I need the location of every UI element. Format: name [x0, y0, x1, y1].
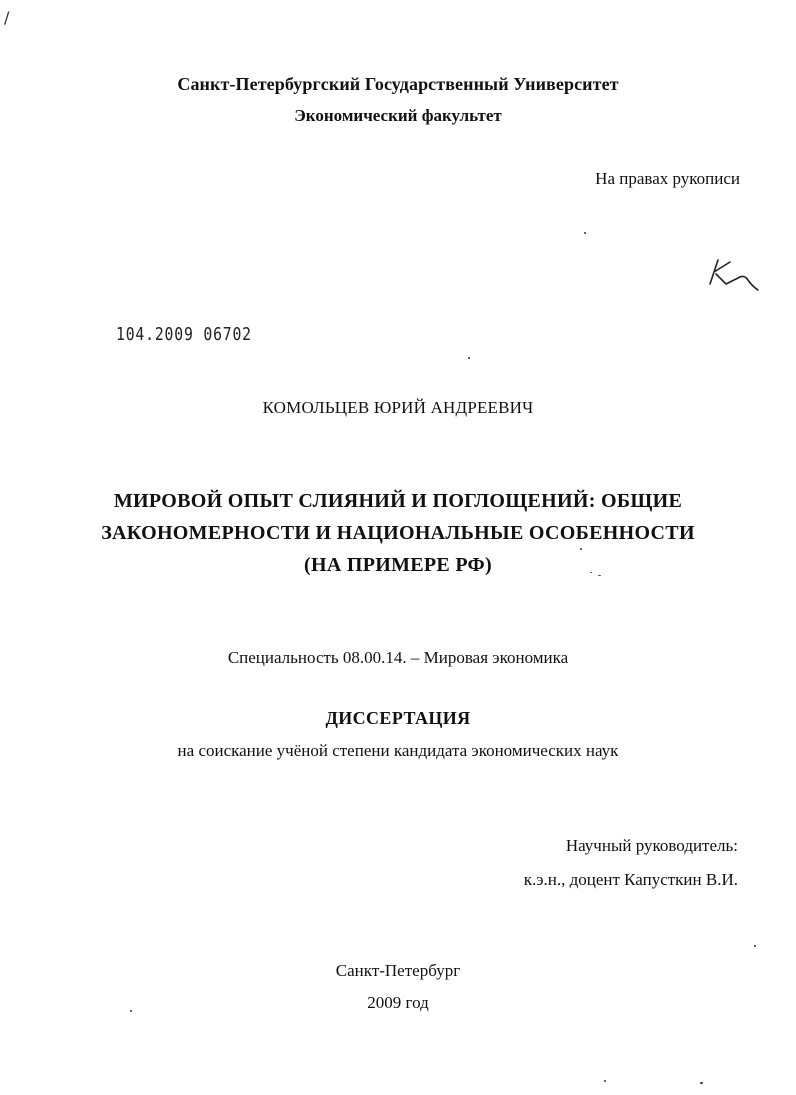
- registration-number: 104.2009 06702: [116, 324, 252, 345]
- handwritten-signature: [700, 250, 760, 296]
- title-line-1: МИРОВОЙ ОПЫТ СЛИЯНИЙ И ПОГЛОЩЕНИЙ: ОБЩИЕ: [113, 490, 683, 512]
- title-line-3: (НА ПРИМЕРЕ РФ): [304, 554, 492, 576]
- advisor-label: Научный руководитель:: [565, 836, 738, 855]
- scan-speck: [604, 1080, 606, 1082]
- rights-note: На правах рукописи: [595, 169, 740, 188]
- scan-speck: [468, 357, 470, 359]
- specialty: Специальность 08.00.14. – Мировая экономика: [227, 648, 569, 667]
- corner-mark: /: [4, 8, 10, 27]
- dissertation-title: [0, 485, 796, 581]
- scan-speck: [580, 548, 582, 550]
- advisor-name: к.э.н., доцент Капусткин В.И.: [523, 870, 738, 889]
- degree-description: на соискание учёной степени кандидата экономических наук: [177, 741, 619, 760]
- university-name: Санкт-Петербургский Государственный Университет: [177, 74, 619, 94]
- author-name: КОМОЛЬЦЕВ ЮРИЙ АНДРЕЕВИЧ: [262, 398, 534, 417]
- scan-speck: [130, 1010, 132, 1012]
- scan-speck: [590, 572, 592, 573]
- title-line-2: ЗАКОНОМЕРНОСТИ И НАЦИОНАЛЬНЫЕ ОСОБЕННОСТИ: [101, 522, 695, 544]
- scan-speck: [598, 575, 601, 576]
- scan-speck: [584, 232, 586, 234]
- scan-speck: [700, 1082, 703, 1084]
- faculty-name: Экономический факультет: [294, 106, 502, 125]
- scan-speck: [754, 945, 756, 947]
- city: Санкт-Петербург: [335, 961, 461, 980]
- document-type: ДИССЕРТАЦИЯ: [325, 708, 471, 728]
- year: 2009 год: [367, 993, 429, 1012]
